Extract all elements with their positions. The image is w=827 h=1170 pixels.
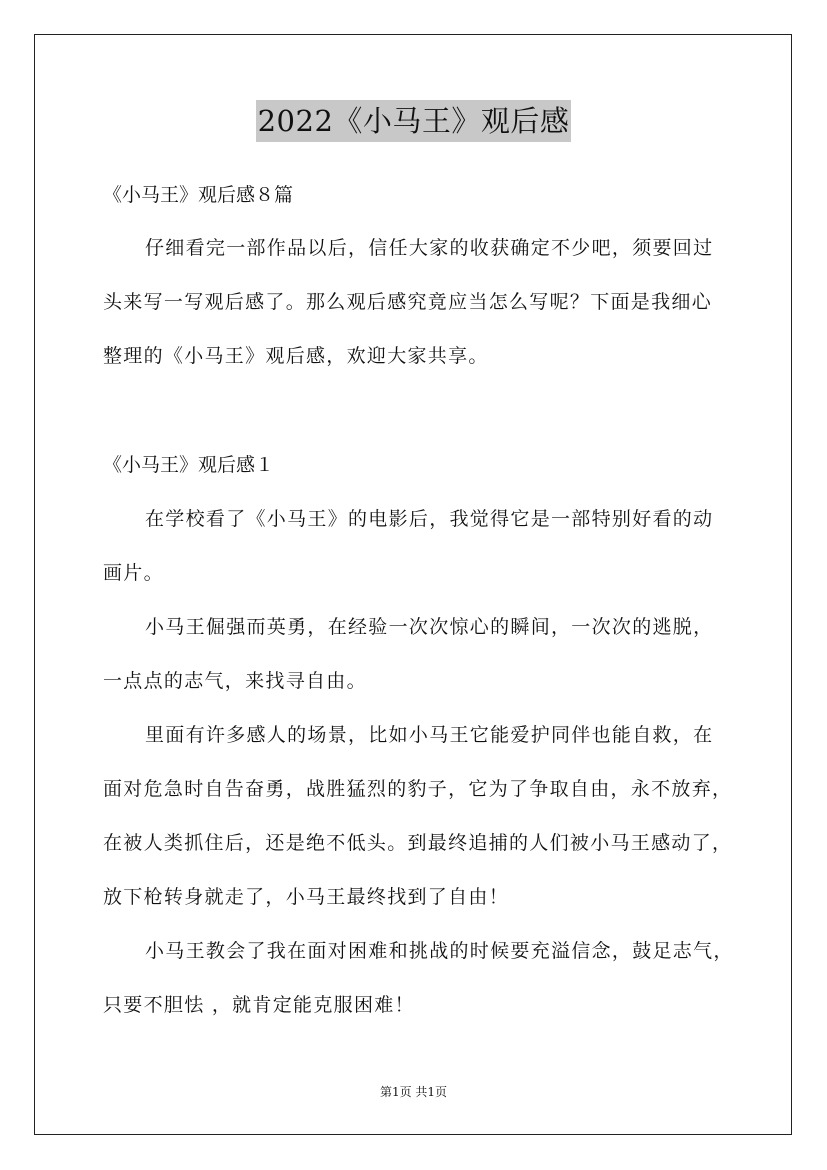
body-line-1: 在学校看了《小马王》的电影后，我觉得它是一部特别好看的动 (145, 508, 714, 530)
body-line-3: 小马王倔强而英勇，在经验一次次惊心的瞬间，一次次的逃脱， (145, 616, 714, 638)
intro-line-3: 整理的《小马王》观后感，欢迎大家共享。 (103, 345, 489, 367)
body-line-10: 只要不胆怯 ，就肯定能克服困难！ (103, 994, 415, 1016)
body-line-5: 里面有许多感人的场景，比如小马王它能爱护同伴也能自救，在 (145, 724, 714, 746)
body-line-2: 画片。 (103, 562, 164, 584)
intro-line-1: 仔细看完一部作品以后，信任大家的收获确定不少吧，须要回过 (145, 237, 714, 259)
body-line-8: 放下枪转身就走了，小马王最终找到了自由！ (103, 886, 510, 908)
section-heading-collection: 《小马王》观后感８篇 (103, 184, 294, 206)
document-title: 2022《小马王》观后感 (256, 100, 572, 142)
body-line-4: 一点点的志气，来找寻自由。 (103, 670, 367, 692)
body-line-7: 在被人类抓住后，还是绝不低头。到最终追捕的人们被小马王感动了， (103, 832, 733, 854)
title-container (0, 100, 827, 142)
intro-line-2: 头来写一写观后感了。那么观后感究竟应当怎么写呢？下面是我细心 (103, 291, 713, 313)
section-heading-review-1: 《小马王》观后感１ (103, 454, 275, 476)
page-footer: 第1页 共1页 (379, 1085, 448, 1099)
body-line-6: 面对危急时自告奋勇，战胜猛烈的豹子，它为了争取自由，永不放弃， (103, 778, 733, 800)
body-line-9: 小马王教会了我在面对困难和挑战的时候要充溢信念，鼓足志气， (145, 940, 734, 962)
